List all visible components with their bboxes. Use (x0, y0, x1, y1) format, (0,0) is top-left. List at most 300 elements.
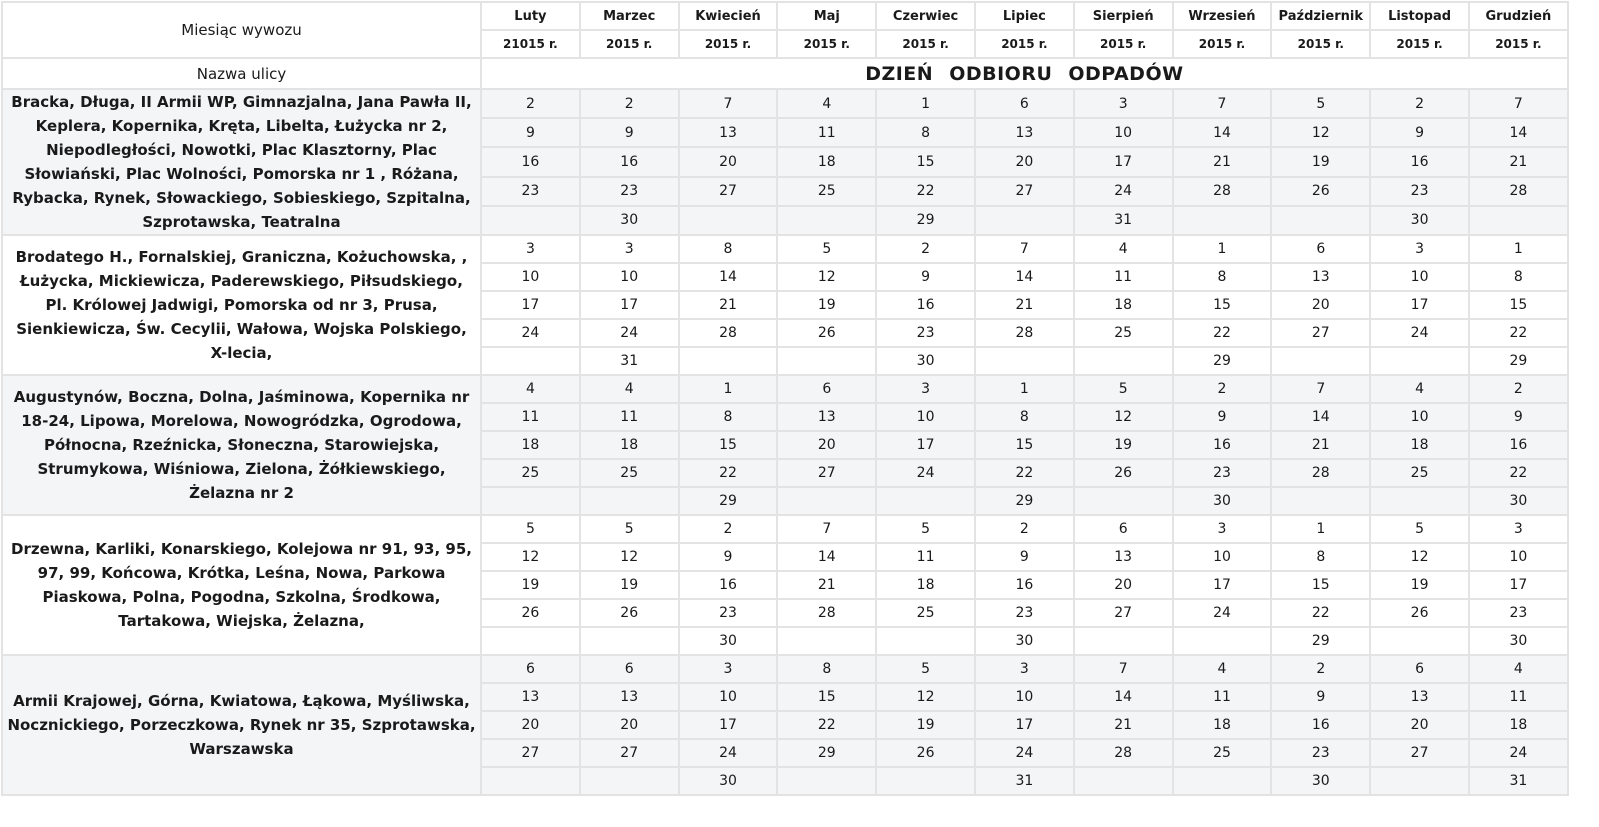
collection-day: 2 (975, 515, 1074, 543)
collection-day: 27 (580, 739, 679, 767)
collection-day: 19 (1370, 571, 1469, 599)
collection-day: 2 (876, 235, 975, 263)
collection-day: 15 (777, 683, 876, 711)
collection-day: 28 (777, 599, 876, 627)
collection-day: 17 (481, 291, 580, 319)
title-word: ODBIORU (949, 62, 1053, 85)
collection-day: 3 (679, 655, 778, 683)
collection-day: 15 (1271, 571, 1370, 599)
collection-day: 3 (580, 235, 679, 263)
month-year: 2015 r. (1370, 30, 1469, 58)
collection-day: 18 (777, 147, 876, 176)
collection-day: 5 (876, 515, 975, 543)
collection-day: 20 (580, 711, 679, 739)
collection-day: 3 (1370, 235, 1469, 263)
collection-day (580, 767, 679, 795)
month-year: 2015 r. (580, 30, 679, 58)
collection-day: 25 (1074, 319, 1173, 347)
collection-day: 15 (1173, 291, 1272, 319)
collection-day: 9 (1370, 118, 1469, 147)
collection-day: 21 (975, 291, 1074, 319)
collection-day: 29 (1173, 347, 1272, 375)
collection-day: 31 (1074, 206, 1173, 235)
collection-day: 8 (876, 118, 975, 147)
collection-day: 24 (580, 319, 679, 347)
schedule-title (481, 58, 1568, 89)
collection-day: 26 (1370, 599, 1469, 627)
collection-day: 3 (1173, 515, 1272, 543)
collection-day: 13 (1074, 543, 1173, 571)
collection-day: 8 (777, 655, 876, 683)
collection-day: 26 (580, 599, 679, 627)
collection-day (777, 487, 876, 515)
collection-day: 6 (481, 655, 580, 683)
collection-day: 21 (679, 291, 778, 319)
collection-day: 9 (1271, 683, 1370, 711)
collection-day (1074, 487, 1173, 515)
collection-day: 2 (481, 89, 580, 118)
collection-day: 17 (679, 711, 778, 739)
collection-day: 30 (1271, 767, 1370, 795)
collection-day: 30 (876, 347, 975, 375)
collection-day (975, 206, 1074, 235)
collection-day: 30 (679, 767, 778, 795)
collection-day: 28 (1074, 739, 1173, 767)
collection-day: 10 (975, 683, 1074, 711)
collection-day: 24 (481, 319, 580, 347)
collection-day: 21 (1074, 711, 1173, 739)
collection-day: 26 (481, 599, 580, 627)
collection-day: 3 (975, 655, 1074, 683)
collection-day: 16 (876, 291, 975, 319)
collection-day (1173, 767, 1272, 795)
collection-day: 19 (777, 291, 876, 319)
collection-day: 24 (975, 739, 1074, 767)
collection-day: 7 (975, 235, 1074, 263)
collection-day: 6 (975, 89, 1074, 118)
collection-day: 17 (580, 291, 679, 319)
day-row (2, 89, 1568, 118)
month-name: Październik (1271, 2, 1370, 30)
collection-day: 6 (777, 375, 876, 403)
collection-day: 28 (1271, 459, 1370, 487)
collection-day: 24 (1074, 177, 1173, 206)
collection-day: 12 (481, 543, 580, 571)
collection-day: 16 (1271, 711, 1370, 739)
collection-day: 6 (1370, 655, 1469, 683)
collection-day: 11 (481, 403, 580, 431)
collection-day: 5 (876, 655, 975, 683)
collection-day: 24 (1469, 739, 1568, 767)
collection-day: 29 (777, 739, 876, 767)
collection-day: 16 (975, 571, 1074, 599)
collection-day: 14 (1469, 118, 1568, 147)
collection-day (777, 767, 876, 795)
collection-day: 4 (1173, 655, 1272, 683)
collection-day: 10 (1074, 118, 1173, 147)
collection-day: 28 (1469, 177, 1568, 206)
collection-day: 1 (1173, 235, 1272, 263)
title-word: DZIEŃ (865, 62, 934, 85)
collection-day (777, 627, 876, 655)
collection-day: 17 (876, 431, 975, 459)
collection-day: 3 (1074, 89, 1173, 118)
collection-day (777, 347, 876, 375)
month-year: 2015 r. (876, 30, 975, 58)
collection-day: 23 (1271, 739, 1370, 767)
collection-day: 11 (777, 118, 876, 147)
collection-day: 1 (1271, 515, 1370, 543)
collection-day (481, 206, 580, 235)
collection-day: 28 (975, 319, 1074, 347)
collection-day: 23 (580, 177, 679, 206)
collection-day: 1 (679, 375, 778, 403)
collection-day: 25 (481, 459, 580, 487)
collection-day (975, 347, 1074, 375)
collection-day: 27 (1370, 739, 1469, 767)
collection-day: 8 (679, 235, 778, 263)
collection-day: 16 (1469, 431, 1568, 459)
collection-day: 13 (481, 683, 580, 711)
collection-day: 29 (1469, 347, 1568, 375)
collection-day: 18 (580, 431, 679, 459)
collection-day: 13 (1271, 263, 1370, 291)
collection-day: 15 (876, 147, 975, 176)
collection-day: 12 (777, 263, 876, 291)
collection-day: 12 (1271, 118, 1370, 147)
month-name: Luty (481, 2, 580, 30)
collection-day: 5 (580, 515, 679, 543)
collection-day: 8 (679, 403, 778, 431)
collection-day: 2 (679, 515, 778, 543)
collection-day: 6 (580, 655, 679, 683)
collection-day: 13 (975, 118, 1074, 147)
collection-day: 4 (1370, 375, 1469, 403)
collection-day: 22 (876, 177, 975, 206)
collection-day: 17 (1173, 571, 1272, 599)
month-name: Czerwiec (876, 2, 975, 30)
collection-day (1173, 627, 1272, 655)
collection-day: 13 (679, 118, 778, 147)
collection-day (1074, 627, 1173, 655)
collection-day: 24 (1173, 599, 1272, 627)
collection-day: 4 (580, 375, 679, 403)
collection-day: 2 (580, 89, 679, 118)
collection-day: 26 (1074, 459, 1173, 487)
collection-day: 17 (1469, 571, 1568, 599)
collection-day: 13 (1370, 683, 1469, 711)
collection-day: 25 (876, 599, 975, 627)
collection-day (481, 347, 580, 375)
street-list: Drzewna, Karliki, Konarskiego, Kolejowa nr 91, 93, 95, 97, 99, Końcowa, Krótka, Leśna, Nowa, Parkowa Piaskowa, Polna, Pogodna, Szkolna, Środkowa, Tartakowa, Wiejska, Żelazna, (2, 515, 481, 655)
collection-day: 15 (975, 431, 1074, 459)
collection-day: 18 (481, 431, 580, 459)
collection-day: 22 (1271, 599, 1370, 627)
collection-day: 29 (876, 206, 975, 235)
collection-day: 8 (975, 403, 1074, 431)
day-row (2, 655, 1568, 683)
collection-day: 12 (1370, 543, 1469, 571)
collection-day: 10 (481, 263, 580, 291)
collection-day: 18 (876, 571, 975, 599)
collection-day: 24 (876, 459, 975, 487)
collection-day: 5 (1370, 515, 1469, 543)
month-year: 2015 r. (1074, 30, 1173, 58)
collection-day: 10 (1469, 543, 1568, 571)
collection-day: 20 (481, 711, 580, 739)
collection-day: 19 (481, 571, 580, 599)
collection-day: 27 (481, 739, 580, 767)
collection-day: 3 (876, 375, 975, 403)
collection-day: 16 (679, 571, 778, 599)
month-year: 21015 r. (481, 30, 580, 58)
collection-day: 7 (1074, 655, 1173, 683)
collection-day (1469, 206, 1568, 235)
collection-day: 29 (679, 487, 778, 515)
collection-day: 5 (481, 515, 580, 543)
collection-day (1370, 347, 1469, 375)
collection-day: 14 (1173, 118, 1272, 147)
collection-day: 14 (777, 543, 876, 571)
collection-day: 15 (679, 431, 778, 459)
collection-day: 21 (1173, 147, 1272, 176)
street-name-label: Nazwa ulicy (2, 58, 481, 89)
collection-day: 12 (876, 683, 975, 711)
collection-day (679, 206, 778, 235)
collection-day: 29 (975, 487, 1074, 515)
month-label: Miesiąc wywozu (2, 2, 481, 58)
collection-day: 4 (777, 89, 876, 118)
collection-day: 28 (679, 319, 778, 347)
collection-day: 19 (580, 571, 679, 599)
collection-day: 27 (777, 459, 876, 487)
collection-day: 9 (679, 543, 778, 571)
collection-day: 17 (975, 711, 1074, 739)
collection-day: 1 (1469, 235, 1568, 263)
collection-day: 25 (1370, 459, 1469, 487)
collection-day: 20 (777, 431, 876, 459)
collection-day: 14 (679, 263, 778, 291)
collection-day (1074, 347, 1173, 375)
collection-day (1271, 206, 1370, 235)
collection-day: 20 (1370, 711, 1469, 739)
collection-day: 8 (1173, 263, 1272, 291)
day-row (2, 235, 1568, 263)
month-year: 2015 r. (975, 30, 1074, 58)
collection-day: 24 (1370, 319, 1469, 347)
collection-day: 21 (777, 571, 876, 599)
collection-day: 7 (1271, 375, 1370, 403)
collection-day: 8 (1469, 263, 1568, 291)
collection-day: 18 (1469, 711, 1568, 739)
collection-day: 21 (1469, 147, 1568, 176)
month-year: 2015 r. (679, 30, 778, 58)
title-row (2, 58, 1568, 89)
street-list: Augustynów, Boczna, Dolna, Jaśminowa, Kopernika nr 18-24, Lipowa, Morelowa, Nowogródzka, Ogrodowa, Północna, Rzeźnicka, Słoneczna, Starowiejska, Strumykowa, Wiśniowa, Zielona, Żółkiewskiego, Żelazna nr 2 (2, 375, 481, 515)
collection-day: 30 (1370, 206, 1469, 235)
collection-day: 10 (580, 263, 679, 291)
collection-day: 25 (777, 177, 876, 206)
collection-day: 22 (1469, 319, 1568, 347)
collection-day: 14 (1074, 683, 1173, 711)
collection-day: 9 (1469, 403, 1568, 431)
collection-day (481, 487, 580, 515)
collection-day: 11 (876, 543, 975, 571)
day-row (2, 515, 1568, 543)
collection-day: 13 (580, 683, 679, 711)
collection-day: 9 (876, 263, 975, 291)
collection-day: 30 (580, 206, 679, 235)
collection-day: 4 (1469, 655, 1568, 683)
collection-day: 11 (1469, 683, 1568, 711)
collection-day: 5 (777, 235, 876, 263)
collection-day (481, 767, 580, 795)
collection-day (1173, 206, 1272, 235)
collection-day: 2 (1271, 655, 1370, 683)
collection-day: 16 (580, 147, 679, 176)
collection-day: 16 (1173, 431, 1272, 459)
collection-day (876, 627, 975, 655)
collection-day: 31 (580, 347, 679, 375)
collection-day: 7 (1469, 89, 1568, 118)
collection-day (1271, 487, 1370, 515)
collection-day: 10 (876, 403, 975, 431)
collection-day: 23 (1173, 459, 1272, 487)
collection-day: 27 (1271, 319, 1370, 347)
month-year: 2015 r. (1469, 30, 1568, 58)
collection-day: 17 (1370, 291, 1469, 319)
collection-day: 13 (777, 403, 876, 431)
collection-day: 16 (1370, 147, 1469, 176)
collection-day: 18 (1370, 431, 1469, 459)
month-name: Marzec (580, 2, 679, 30)
month-name: Kwiecień (679, 2, 778, 30)
collection-day: 20 (1074, 571, 1173, 599)
collection-day: 11 (1074, 263, 1173, 291)
collection-day: 22 (975, 459, 1074, 487)
collection-day: 6 (1271, 235, 1370, 263)
collection-day: 23 (679, 599, 778, 627)
collection-day: 2 (1370, 89, 1469, 118)
collection-day: 23 (876, 319, 975, 347)
collection-day (481, 627, 580, 655)
collection-day: 25 (580, 459, 679, 487)
collection-day: 3 (1469, 515, 1568, 543)
collection-day: 19 (876, 711, 975, 739)
collection-day: 3 (481, 235, 580, 263)
street-list: Armii Krajowej, Górna, Kwiatowa, Łąkowa, Myśliwska, Nocznickiego, Porzeczkowa, Rynek nr 35, Szprotawska, Warszawska (2, 655, 481, 795)
collection-day (876, 487, 975, 515)
collection-day: 27 (1074, 599, 1173, 627)
collection-day (1370, 767, 1469, 795)
month-name: Maj (777, 2, 876, 30)
day-row (2, 375, 1568, 403)
collection-day: 9 (580, 118, 679, 147)
collection-day: 5 (1271, 89, 1370, 118)
collection-day: 30 (1173, 487, 1272, 515)
collection-day: 18 (1173, 711, 1272, 739)
collection-day: 4 (481, 375, 580, 403)
collection-day: 17 (1074, 147, 1173, 176)
collection-day: 30 (1469, 627, 1568, 655)
street-list: Brodatego H., Fornalskiej, Graniczna, Kożuchowska, , Łużycka, Mickiewicza, Paderewskiego, Piłsudskiego, Pl. Królowej Jadwigi, Pomorska od nr 3, Prusa, Sienkiewicza, Św. Cecylii, Wałowa, Wojska Polskiego, X-lecia, (2, 235, 481, 375)
collection-day: 24 (679, 739, 778, 767)
month-name: Wrzesień (1173, 2, 1272, 30)
month-header-row (2, 2, 1568, 30)
title-word: ODPADÓW (1068, 62, 1184, 85)
collection-day: 10 (1370, 403, 1469, 431)
collection-day (1074, 767, 1173, 795)
month-year: 2015 r. (777, 30, 876, 58)
collection-day: 11 (1173, 683, 1272, 711)
collection-day: 26 (777, 319, 876, 347)
collection-day: 30 (1469, 487, 1568, 515)
collection-day: 5 (1074, 375, 1173, 403)
collection-day: 18 (1074, 291, 1173, 319)
month-year: 2015 r. (1271, 30, 1370, 58)
collection-day: 15 (1469, 291, 1568, 319)
month-name: Listopad (1370, 2, 1469, 30)
collection-day (876, 767, 975, 795)
collection-day (777, 206, 876, 235)
collection-day: 9 (1173, 403, 1272, 431)
collection-day: 29 (1271, 627, 1370, 655)
collection-day: 22 (679, 459, 778, 487)
collection-day: 7 (777, 515, 876, 543)
collection-day: 31 (1469, 767, 1568, 795)
collection-day: 2 (1469, 375, 1568, 403)
collection-day: 12 (1074, 403, 1173, 431)
collection-day: 25 (1173, 739, 1272, 767)
collection-day: 11 (580, 403, 679, 431)
collection-day: 22 (1173, 319, 1272, 347)
collection-day: 9 (975, 543, 1074, 571)
collection-day: 7 (1173, 89, 1272, 118)
collection-day: 19 (1074, 431, 1173, 459)
month-year: 2015 r. (1173, 30, 1272, 58)
collection-day: 1 (876, 89, 975, 118)
collection-day: 1 (975, 375, 1074, 403)
collection-day: 14 (1271, 403, 1370, 431)
collection-day: 20 (679, 147, 778, 176)
collection-day: 8 (1271, 543, 1370, 571)
collection-day: 20 (1271, 291, 1370, 319)
collection-day: 28 (1173, 177, 1272, 206)
collection-day: 16 (481, 147, 580, 176)
collection-day: 2 (1173, 375, 1272, 403)
collection-day (580, 627, 679, 655)
waste-collection-schedule-table (1, 1, 1569, 796)
collection-day: 23 (1370, 177, 1469, 206)
collection-day (679, 347, 778, 375)
collection-day: 21 (1271, 431, 1370, 459)
street-list: Bracka, Długa, II Armii WP, Gimnazjalna, Jana Pawła II, Keplera, Kopernika, Kręta, Libelta, Łużycka nr 2, Niepodległości, Nowotki, Plac Klasztorny, Plac Słowiański, Plac Wolności, Pomorska nr 1 , Różana, Rybacka, Rynek, Słowackiego, Sobieskiego, Szpitalna, Szprotawska, Teatralna (2, 89, 481, 235)
collection-day: 27 (975, 177, 1074, 206)
month-name: Lipiec (975, 2, 1074, 30)
collection-day (1370, 627, 1469, 655)
collection-day: 12 (580, 543, 679, 571)
month-name: Grudzień (1469, 2, 1568, 30)
collection-day: 19 (1271, 147, 1370, 176)
month-name: Sierpień (1074, 2, 1173, 30)
collection-day: 23 (975, 599, 1074, 627)
collection-day: 10 (1370, 263, 1469, 291)
collection-day: 30 (679, 627, 778, 655)
collection-day: 14 (975, 263, 1074, 291)
collection-day (1370, 487, 1469, 515)
collection-day: 22 (1469, 459, 1568, 487)
collection-day: 23 (481, 177, 580, 206)
